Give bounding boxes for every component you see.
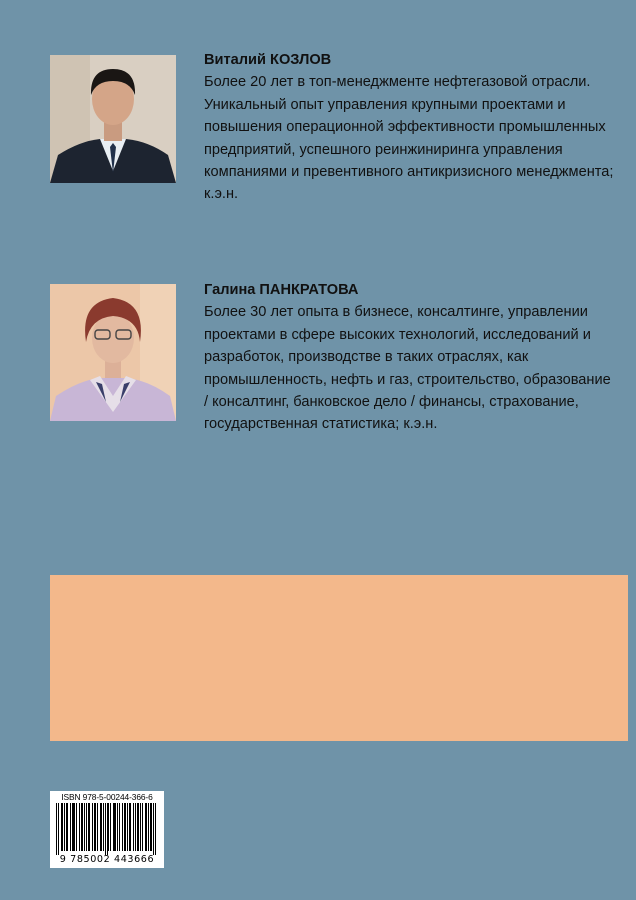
isbn-barcode	[50, 791, 164, 868]
barcode-bars	[56, 803, 158, 855]
author-bio-kozlov	[204, 49, 614, 206]
author-bio-pankratova	[204, 279, 614, 436]
author-photo-kozlov	[50, 55, 176, 183]
author-photo-pankratova	[50, 284, 176, 421]
isbn-label: ISBN 978-5-00244-366-6	[61, 792, 153, 802]
author-name: Виталий КОЗЛОВ	[204, 52, 332, 68]
author-description: Более 20 лет в топ-менеджменте нефтегазовой отрасли. Уникальный опыт управления крупными проектами и повышения операционной эффективности промышленных предприятий, успешного реинжиниринга управления компаниями и превентивного антикризисного менеджмента; к.э.н.	[204, 74, 614, 203]
barcode-digits: 9 785002 443666	[59, 854, 155, 865]
author-description: Более 30 лет опыта в бизнесе, консалтинге, управлении проектами в сфере высоких технологий, исследований и разработок, производстве в таких отраслях, как промышленность, нефть и газ, строительство, образование / консалтинг, банковское дело / финансы, страхование, государственная статистика; к.э.н.	[204, 304, 611, 433]
author-name: Галина ПАНКРАТОВА	[204, 282, 359, 298]
accent-band	[50, 575, 628, 741]
